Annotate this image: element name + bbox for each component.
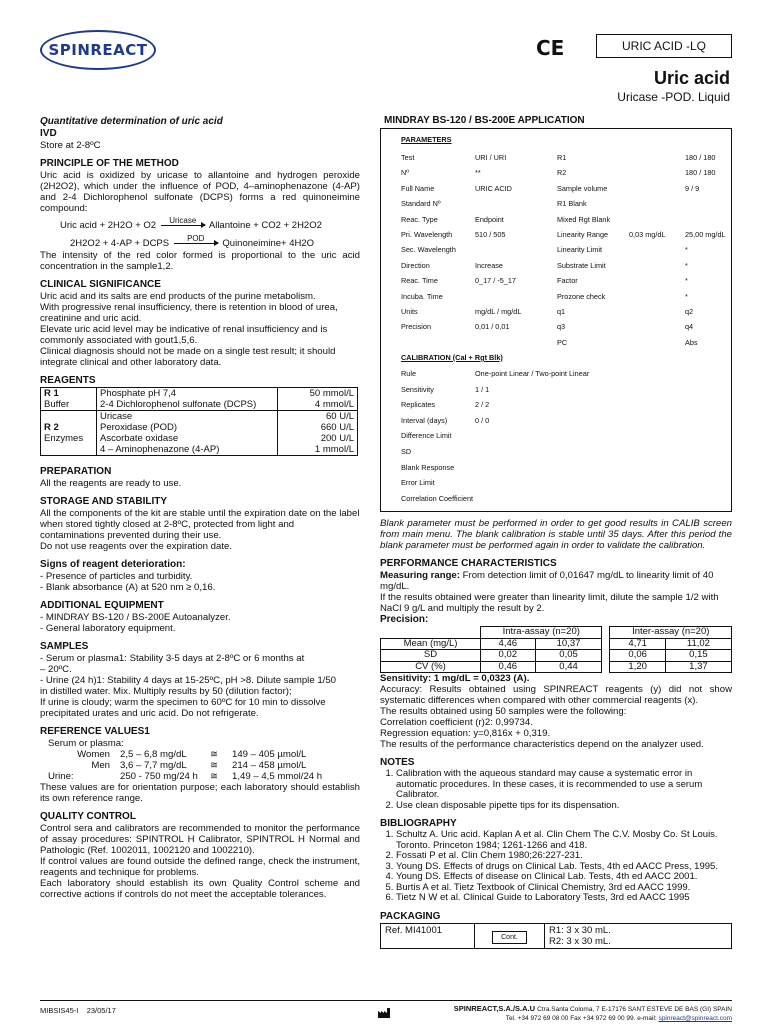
footer-company: SPINREACT,S.A./S.A.U: [453, 1004, 536, 1013]
reagent-item: 4 – Aminophenazone (4-AP): [100, 444, 220, 455]
param-cell: Linearity Range: [557, 230, 609, 239]
packaging-table: [380, 923, 732, 949]
footer-doc-code: MIBSIS45-I: [40, 1006, 79, 1015]
param-cell: Units: [401, 307, 418, 316]
samples-text: - Serum or plasma1: Stability 3-5 days at 2-8ºC or 6 months at – 20ºC. - Urine (24 h)1: Stability 4 days at 15-25ºC, pH >8. Dilute sample 1/50 in distilled water. Mix. Multiply results by 50 (dilution factor); If urine is cloudy; warm the specimen to 60ºC for 10 min to dissolve precipitated urates and uric acid. Do not refrigerate.: [40, 653, 336, 719]
calib-row: [381, 463, 731, 473]
table-row: [381, 650, 732, 662]
param-cell: Standard Nº: [401, 199, 441, 209]
equation-2: [70, 233, 360, 250]
calib-row: [381, 431, 731, 441]
packaging-ref: Ref. MI41001: [381, 923, 475, 948]
calib-row: [381, 400, 731, 410]
reference-title: REFERENCE VALUES1: [40, 726, 150, 737]
samples-title: SAMPLES: [40, 641, 89, 652]
footer-email-link[interactable]: spinreact@spinreact.com: [658, 1015, 732, 1022]
param-row: [381, 261, 731, 271]
list-item: 1. Schultz A. Uric acid. Kaplan A et al. Clin Chem The C.V. Mosby Co. St Louis. Toronto. Princeton 1984; 1261-1266 and 418.: [396, 830, 732, 851]
reagent-conc: 660 U/L: [320, 422, 354, 433]
deterioration-item: - Blank absorbance (A) at 520 nm ≥ 0,16.: [40, 582, 216, 593]
precision-table: [380, 626, 732, 673]
storage-title: STORAGE AND STABILITY: [40, 496, 168, 507]
param-cell: Reac. Time: [401, 276, 438, 286]
precision-value: 4,71: [610, 638, 665, 650]
precision-gap: [602, 638, 610, 650]
calib-cell: Correlation Coefficient: [401, 493, 474, 503]
footer-date: 23/05/17: [86, 1006, 116, 1015]
principle-text: Uric acid is oxidized by uricase to allantoine and hydrogen peroxide (2H2O2), which under the influence of POD, 4–aminophenazone (4-AP) and 2-4 Dichlorophenol sulfonate (DCPS) forms a red quinoneimine compound:: [40, 170, 360, 214]
reference-mol: 214 – 458 µmol/L: [232, 760, 307, 771]
param-row: [381, 322, 731, 332]
blank-note: Blank parameter must be performed in order to get good results in CALIB screen from main menu. The blank calibration is stable until 35 days. After this period the blank parameter must be performed again in order to validate the calibration.: [380, 518, 732, 551]
param-cell: *: [685, 276, 688, 286]
precision-value: 10,37: [535, 638, 602, 650]
precision-value: 0,46: [481, 661, 536, 673]
left-column: [40, 116, 360, 900]
clinical-title: CLINICAL SIGNIFICANCE: [40, 279, 161, 290]
calib-cell: Difference Limit: [401, 431, 452, 441]
parameters-box: [380, 128, 732, 512]
param-row: [381, 184, 731, 194]
calib-cell: SD: [401, 447, 412, 456]
reference-mol: 1,49 – 4,5 mmol/24 h: [232, 771, 323, 782]
param-cell: q3: [557, 322, 566, 332]
calib-cell: Interval (days): [401, 415, 448, 425]
qc-text: Control sera and calibrators are recommended to monitor the performance of assay procedures: SPINTROL H Calibrator, SPINTROL H Normal and Pathologic (Ref. 1002011, 1002120 and 1002210). If control values are found outside the defined range, check the instrument, reagents and technique for problems. Each laboratory should establish its own Quality Control scheme and corrective actions if controls do not meet the acceptable tolerances.: [40, 823, 360, 900]
precision-rowlabel: SD: [381, 650, 481, 662]
reagent-item: Phosphate pH 7,4: [100, 388, 177, 399]
prep-text: All the reagents are ready to use.: [40, 478, 182, 489]
param-cell: 510 / 505: [475, 230, 506, 239]
calib-row: [381, 447, 731, 457]
param-cell: 180 / 180: [685, 168, 716, 178]
param-cell: 0,03 mg/dL: [629, 230, 666, 239]
reagent-code: R 2: [44, 422, 59, 433]
calib-row: [381, 478, 731, 488]
precision-value: 1,20: [610, 661, 665, 673]
calib-title: CALIBRATION (Cal + Rgt Blk): [401, 353, 503, 362]
table-row: [48, 760, 322, 771]
param-cell: Pri. Wavelength: [401, 230, 453, 239]
reference-table: [48, 749, 322, 782]
spinreact-logo: [40, 30, 156, 70]
param-row: [381, 245, 731, 255]
reagent-item: Peroxidase (POD): [100, 422, 178, 433]
footer-rule: [40, 1000, 732, 1001]
precision-rowlabel: Mean (mg/L): [381, 638, 481, 650]
param-cell: 0_17 / -5_17: [475, 276, 516, 286]
reference-approx: ≅: [210, 749, 219, 760]
dilute-text: If the results obtained were greater than linearity limit, dilute the sample 1/2 with NaCl 9 g/L and multiply the result by 2.: [380, 592, 719, 614]
reference-group: Men: [91, 760, 110, 771]
calib-cell: 2 / 2: [475, 400, 490, 410]
list-item: 2. Fossati P et al. Clin Chem 1980;26:227-231.: [396, 851, 732, 862]
param-cell: Full Name: [401, 183, 435, 193]
accuracy-text: Accuracy: Results obtained using SPINREACT reagents (y) did not show systematic differences when compared with other commercial reagents (x). The results obtained using 50 samples were the following: Correlation coefficient (r)2: 0,99734. Regression equation: y=0,816x + 0,319. The results of the performance characteristics depend on the analyzer used.: [380, 684, 732, 750]
principle-text-2: The intensity of the red color formed is proportional to the uric acid concentration in the sample1,2.: [40, 250, 360, 272]
store-text: Store at 2-8ºC: [40, 140, 101, 151]
precision-value: 0,44: [535, 661, 602, 673]
param-cell: Direction: [401, 260, 430, 270]
list-item: 1. Calibration with the aqueous standard may cause a systematic error in automatic procedures. In these cases, it is recommended to use a serum Calibrator.: [396, 769, 732, 801]
param-cell: Reac. Type: [401, 214, 438, 224]
precision-value: 0,05: [535, 650, 602, 662]
param-cell: q2: [685, 307, 694, 316]
reagent-item: 2-4 Dichlorophenol sulfonate (DCPS): [100, 399, 257, 410]
precision-value: 0,15: [665, 650, 731, 662]
param-cell: *: [685, 291, 688, 301]
ivd-label: IVD: [40, 128, 57, 139]
precision-rowlabel: CV (%): [381, 661, 481, 673]
param-cell: 25,00 mg/dL: [685, 230, 726, 239]
precision-header: Intra-assay (n=20): [481, 627, 602, 639]
param-cell: 0,01 / 0,01: [475, 322, 510, 332]
precision-value: 1,37: [665, 661, 731, 673]
reagent-item: Ascorbate oxidase: [100, 433, 179, 444]
list-item: 2. Use clean disposable pipette tips for its dispensation.: [396, 801, 732, 812]
param-cell: PC: [557, 337, 568, 347]
calib-cell: Blank Response: [401, 462, 455, 472]
param-row: [381, 338, 731, 348]
equipment-item: - General laboratory equipment.: [40, 623, 176, 634]
clinical-text: Uric acid and its salts are end products of the purine metabolism. With progressive renal insufficiency, there is retention in blood of urea, creatinine and uric acid. Elevate uric acid level may be indicative of renal insufficiency and is commonly associated with gout1,5,6. Clinical diagnosis should not be made on a single test result; it should integrate clinical and other laboratory data.: [40, 291, 338, 368]
factory-icon: [378, 1005, 392, 1015]
packaging-r1: R1: 3 x 30 mL.: [549, 924, 611, 936]
calib-cell: Error Limit: [401, 478, 435, 488]
reagent-name: Buffer: [44, 399, 70, 410]
reagent-item: Uricase: [100, 411, 133, 422]
calib-row: [381, 494, 731, 504]
reference-mol: 149 – 405 µmol/L: [232, 749, 307, 760]
reference-approx: ≅: [210, 760, 219, 771]
reagent-code: R 1: [44, 388, 59, 399]
reagent-name: Enzymes: [44, 433, 84, 444]
param-cell: Mixed Rgt Blank: [557, 214, 611, 224]
param-cell: Precision: [401, 322, 432, 332]
table-row: [48, 749, 322, 760]
param-cell: *: [685, 260, 688, 270]
eq1-enzyme: Uricase: [169, 215, 197, 225]
equation-1: [60, 215, 360, 232]
param-cell: Incuba. Time: [401, 291, 443, 301]
precision-value: 4,46: [481, 638, 536, 650]
page-subtitle: Uricase -POD. Liquid: [617, 90, 730, 104]
param-row: [381, 153, 731, 163]
params-title: PARAMETERS: [401, 135, 452, 144]
param-row: [381, 276, 731, 286]
reagent-items-cell: [97, 411, 278, 456]
reagent-code-cell: [41, 411, 97, 456]
param-cell: R1 Blank: [557, 199, 587, 209]
param-cell: Substrate Limit: [557, 260, 606, 270]
calib-cell: One-point Linear / Two-point Linear: [475, 369, 590, 378]
param-cell: Sample volume: [557, 183, 608, 193]
table-row: [381, 923, 732, 948]
app-title: MINDRAY BS-120 / BS-200E APPLICATION: [384, 115, 585, 126]
packaging-r2: R2: 3 x 30 mL.: [549, 935, 611, 947]
packaging-cont: Cont.: [492, 931, 527, 944]
footer-company-block: [410, 1004, 732, 1023]
ce-mark: CE: [536, 36, 565, 60]
list-item: 4. Young DS. Effects of disease on Clinical Lab. Tests, 4th ed AACC 2001.: [396, 872, 732, 883]
principle-title: PRINCIPLE OF THE METHOD: [40, 158, 179, 169]
table-row: [41, 388, 358, 411]
packaging-items: [545, 923, 732, 948]
right-column: [380, 518, 732, 949]
calib-cell: Rule: [401, 369, 417, 378]
reagent-conc: 200 U/L: [320, 433, 354, 444]
storage-text: All the components of the kit are stable until the expiration date on the label when stored tightly closed at 2-8ºC, protected from light and contaminations prevented during their use. Do not use reagents over the expiration date.: [40, 508, 360, 552]
table-row: [48, 771, 322, 782]
list-item: 5. Burtis A et al. Tietz Textbook of Clinical Chemistry, 3rd ed AACC 1999.: [396, 883, 732, 894]
calib-row: [381, 369, 731, 379]
calib-row: [381, 385, 731, 395]
param-cell: Abs: [685, 337, 698, 347]
precision-gap: [602, 650, 610, 662]
reagent-conc: 50 mmol/L: [309, 388, 354, 399]
reagent-items-cell: [97, 388, 278, 411]
equipment-item: - MINDRAY BS-120 / BS-200E Autoanalyzer.: [40, 612, 231, 623]
reagent-conc: 60 U/L: [326, 411, 354, 422]
table-row: [381, 627, 732, 639]
measuring-text: From detection limit of 0,01647 mg/dL to linearity limit of 40 mg/dL.: [380, 570, 714, 592]
eq2-left: 2H2O2 + 4-AP + DCPS: [70, 238, 170, 249]
deterioration-title: Signs of reagent deterioration:: [40, 559, 186, 570]
param-cell: q4: [685, 322, 694, 332]
param-cell: **: [475, 168, 481, 178]
reference-serum: Serum or plasma:: [48, 738, 124, 749]
reagent-conc: 4 mmol/L: [314, 399, 354, 410]
param-row: [381, 230, 731, 240]
precision-corner: [381, 627, 481, 639]
precision-header: Inter-assay (n=20): [610, 627, 732, 639]
param-cell: 9 / 9: [685, 183, 700, 193]
param-cell: Sec. Wavelength: [401, 245, 456, 255]
eq2-enzyme: POD: [187, 233, 205, 243]
list-item: 6. Tietz N W et al. Clinical Guide to Laboratory Tests, 3rd ed AACC 1995: [396, 893, 732, 904]
eq1-arrow: [161, 215, 205, 226]
param-cell: URIC ACID: [475, 183, 512, 193]
equipment-title: ADDITIONAL EQUIPMENT: [40, 600, 164, 611]
precision-value: 11,02: [665, 638, 731, 650]
perf-title: PERFORMANCE CHARACTERISTICS: [380, 558, 557, 569]
page-title: Uric acid: [653, 68, 730, 88]
biblio-title: BIBLIOGRAPHY: [380, 818, 457, 829]
param-cell: Prozone check: [557, 291, 606, 301]
param-cell: R1: [557, 153, 567, 162]
reagent-conc-cell: [278, 411, 358, 456]
reference-mg: 3,6 – 7,7 mg/dL: [120, 760, 187, 771]
qc-title: QUALITY CONTROL: [40, 811, 136, 822]
eq1-right: Allantoine + CO2 + 2H2O2: [208, 220, 322, 231]
precision-gap: [602, 661, 610, 673]
intro-title: Quantitative determination of uric acid: [40, 116, 223, 127]
biblio-list: [380, 830, 732, 904]
footer-doc: [40, 1006, 116, 1015]
precision-value: 0,06: [610, 650, 665, 662]
calib-row: [381, 416, 731, 426]
sensitivity-text: Sensitivity: 1 mg/dL = 0,0323 (A).: [380, 673, 530, 684]
reagent-code-cell: [41, 388, 97, 411]
param-cell: Factor: [557, 276, 578, 286]
param-cell: R2: [557, 168, 567, 178]
eq1-left: Uric acid + 2H2O + O2: [60, 220, 157, 231]
reagents-title: REAGENTS: [40, 375, 96, 386]
param-row: [381, 215, 731, 225]
packaging-title: PACKAGING: [380, 910, 441, 922]
table-row: [41, 411, 358, 456]
reference-mg: 250 - 750 mg/24 h: [120, 771, 198, 782]
calib-cell: Sensitivity: [401, 384, 434, 394]
notes-title: NOTES: [380, 757, 415, 768]
reagent-conc-cell: [278, 388, 358, 411]
table-row: [381, 638, 732, 650]
param-row: [381, 292, 731, 302]
reference-mg: 2,5 – 6,8 mg/dL: [120, 749, 187, 760]
param-cell: mg/dL / mg/dL: [475, 307, 522, 316]
calib-cell: Replicates: [401, 400, 436, 410]
param-row: [381, 307, 731, 317]
footer-contact: Tel. +34 972 69 08 00 Fax +34 972 69 00 99. e-mail:: [505, 1015, 657, 1022]
param-cell: Nº: [401, 168, 409, 178]
table-row: [381, 661, 732, 673]
logo-text: SPINREACT: [48, 41, 148, 59]
list-item: 3. Young DS. Effects of drugs on Clinical Lab. Tests, 4th ed AACC Press, 1995.: [396, 862, 732, 873]
calib-cell: 0 / 0: [475, 415, 490, 425]
param-row: [381, 199, 731, 209]
eq2-arrow: [174, 233, 218, 244]
reagents-table: [40, 387, 358, 456]
param-cell: Endpoint: [475, 214, 504, 224]
param-cell: Linearity Limit: [557, 245, 603, 255]
reference-approx: ≅: [210, 771, 219, 782]
reference-group: Urine:: [48, 771, 74, 782]
reagent-conc: 1 mmol/L: [314, 444, 354, 455]
product-code-box: URIC ACID -LQ: [596, 34, 732, 58]
param-row: [381, 168, 731, 178]
precision-gap: [602, 627, 610, 639]
measuring-label: Measuring range:: [380, 570, 460, 581]
eq2-right: Quinoneimine+ 4H2O: [222, 238, 315, 249]
param-cell: q1: [557, 307, 566, 316]
reference-group: Women: [77, 749, 110, 760]
reference-note: These values are for orientation purpose; each laboratory should establish its own reference range.: [40, 782, 360, 804]
calib-cell: 1 / 1: [475, 384, 490, 394]
param-cell: 180 / 180: [685, 153, 716, 162]
footer-address: Ctra.Santa Coloma, 7 E-17176 SANT ESTEVE DE BAS (GI) SPAIN: [537, 1006, 732, 1013]
param-cell: Test: [401, 153, 415, 162]
notes-list: [380, 769, 732, 811]
packaging-cont-cell: [475, 923, 545, 948]
precision-value: 0,02: [481, 650, 536, 662]
param-cell: *: [685, 245, 688, 255]
precision-label: Precision:: [380, 614, 429, 625]
deterioration-item: - Presence of particles and turbidity.: [40, 571, 193, 582]
param-cell: Increase: [475, 260, 503, 270]
prep-title: PREPARATION: [40, 466, 112, 477]
param-cell: URI / URI: [475, 153, 507, 162]
